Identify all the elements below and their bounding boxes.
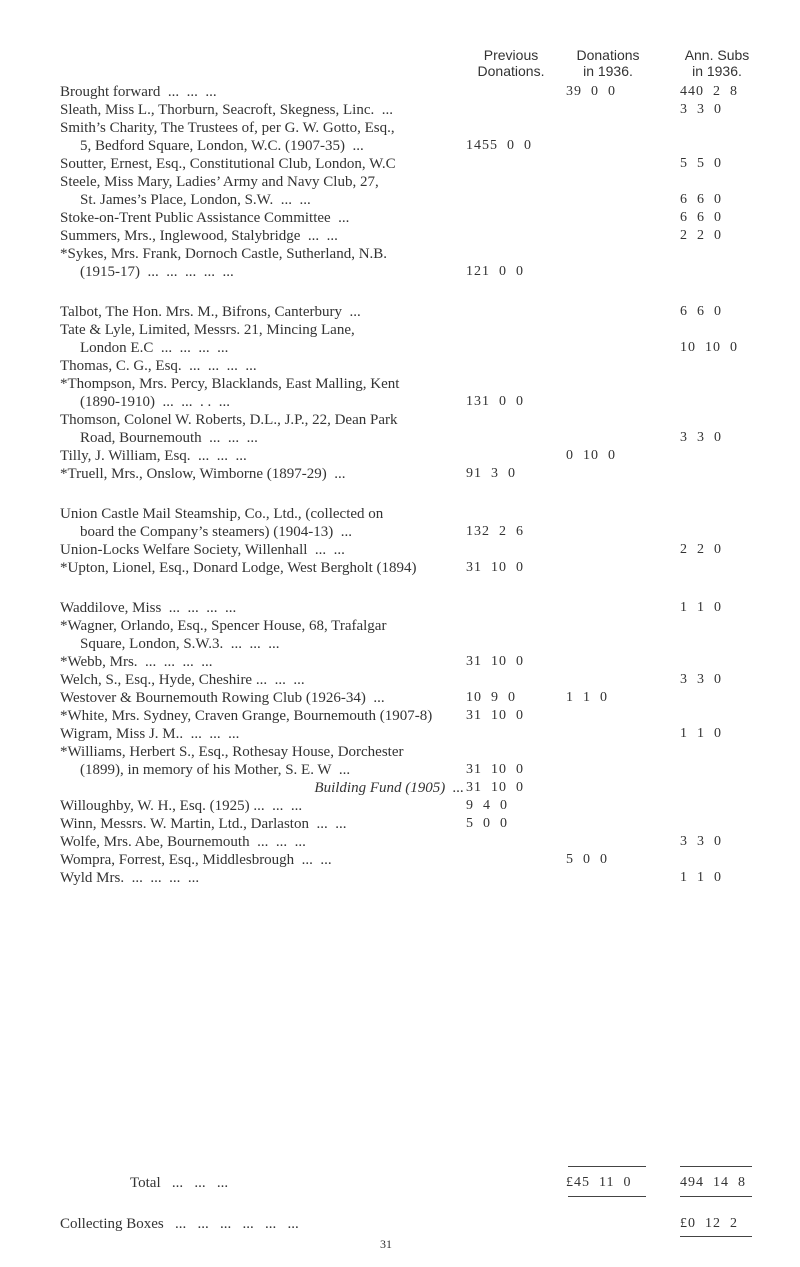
total-donations: £45 11 0 <box>566 1175 632 1190</box>
entry-prev-amount: 5 0 0 <box>466 816 508 831</box>
entry-name: London E.C ... ... ... ... <box>80 340 229 356</box>
entry-sub-amount: 6 6 0 <box>680 192 722 207</box>
entry-sub-amount: 2 2 0 <box>680 542 722 557</box>
entry-name: Thomas, C. G., Esq. ... ... ... ... <box>60 358 257 374</box>
entry-name: Road, Bournemouth ... ... ... <box>80 430 258 446</box>
entry-name: Smith’s Charity, The Trustees of, per G. W. Gotto, Esq., <box>60 120 395 136</box>
header-subs <box>672 47 762 79</box>
entry-sub-amount: 6 6 0 <box>680 210 722 225</box>
entry-prev-amount: 31 10 0 <box>466 780 524 795</box>
entry-name: Sleath, Miss L., Thorburn, Seacroft, Skegness, Linc. ... <box>60 102 394 118</box>
entry-name: Soutter, Ernest, Esq., Constitutional Club, London, W.C <box>60 156 396 172</box>
entry-name: *Webb, Mrs. ... ... ... ... <box>60 654 213 670</box>
entry-name: *Williams, Herbert S., Esq., Rothesay House, Dorchester <box>60 744 404 760</box>
entry-name: Union Castle Mail Steamship, Co., Ltd., (collected on <box>60 506 384 522</box>
header-donations-line1: Donations <box>576 47 640 63</box>
entry-name: Stoke-on-Trent Public Assistance Committee ... <box>60 210 350 226</box>
entry-don-amount: 39 0 0 <box>566 84 616 99</box>
entry-sub-amount: 1 1 0 <box>680 726 722 741</box>
entry-name: Winn, Messrs. W. Martin, Ltd., Darlaston ... ... <box>60 816 347 832</box>
collecting-subs: £0 12 2 <box>680 1216 738 1231</box>
header-subs-line1: Ann. Subs <box>684 47 750 63</box>
entry-name: (1890-1910) ... ... . . ... <box>80 394 230 410</box>
total-rule-subs <box>680 1166 752 1167</box>
entry-name: Westover & Bournemouth Rowing Club (1926-34) ... <box>60 690 385 706</box>
entry-name: *Truell, Mrs., Onslow, Wimborne (1897-29) ... <box>60 466 346 482</box>
entry-sub-amount: 3 3 0 <box>680 430 722 445</box>
entry-name: Talbot, The Hon. Mrs. M., Bifrons, Canterbury ... <box>60 304 361 320</box>
entry-don-amount: 0 10 0 <box>566 448 616 463</box>
total-underline-donations <box>568 1196 646 1197</box>
entry-don-amount: 5 0 0 <box>566 852 608 867</box>
entry-name: *Upton, Lionel, Esq., Donard Lodge, West Bergholt (1894) <box>60 560 417 576</box>
header-donations <box>562 47 654 79</box>
entry-name: Welch, S., Esq., Hyde, Cheshire ... ... ... <box>60 672 305 688</box>
entry-prev-amount: 31 10 0 <box>466 654 524 669</box>
entry-prev-amount: 131 0 0 <box>466 394 524 409</box>
entry-name: *White, Mrs. Sydney, Craven Grange, Bournemouth (1907-8) <box>60 708 433 724</box>
total-underline-subs <box>680 1196 752 1197</box>
total-label: Total ... ... ... <box>130 1175 229 1191</box>
header-previous <box>466 47 556 79</box>
entry-prev-amount: 31 10 0 <box>466 708 524 723</box>
entry-sub-amount: 3 3 0 <box>680 834 722 849</box>
entry-sub-amount: 10 10 0 <box>680 340 738 355</box>
entry-name: *Wagner, Orlando, Esq., Spencer House, 68, Trafalgar <box>60 618 387 634</box>
collecting-underline <box>680 1236 752 1237</box>
entry-name: Wigram, Miss J. M.. ... ... ... <box>60 726 240 742</box>
total-rule-donations <box>568 1166 646 1167</box>
total-subs: 494 14 8 <box>680 1175 746 1190</box>
entry-name: Union-Locks Welfare Society, Willenhall ... ... <box>60 542 345 558</box>
entry-name: Willoughby, W. H., Esq. (1925) ... ... ... <box>60 798 303 814</box>
entry-prev-amount: 9 4 0 <box>466 798 508 813</box>
entry-prev-amount: 132 2 6 <box>466 524 524 539</box>
entry-name: *Thompson, Mrs. Percy, Blacklands, East Malling, Kent <box>60 376 400 392</box>
entry-sub-amount: 6 6 0 <box>680 304 722 319</box>
entry-sub-amount: 1 1 0 <box>680 600 722 615</box>
entry-prev-amount: 31 10 0 <box>466 560 524 575</box>
entry-name: Summers, Mrs., Inglewood, Stalybridge ... ... <box>60 228 338 244</box>
entry-sub-amount: 1 1 0 <box>680 870 722 885</box>
entry-sub-amount: 440 2 8 <box>680 84 738 99</box>
entry-name: Brought forward ... ... ... <box>60 84 217 100</box>
entry-name: (1915-17) ... ... ... ... ... <box>80 264 234 280</box>
entry-name: board the Company’s steamers) (1904-13) ... <box>80 524 353 540</box>
header-subs-line2: in 1936. <box>692 63 742 79</box>
entry-don-amount: 1 1 0 <box>566 690 608 705</box>
entry-sub-amount: 3 3 0 <box>680 102 722 117</box>
page-number: 31 <box>380 1237 392 1251</box>
entry-name: Waddilove, Miss ... ... ... ... <box>60 600 237 616</box>
entry-name: St. James’s Place, London, S.W. ... ... <box>80 192 311 208</box>
entry-name: *Sykes, Mrs. Frank, Dornoch Castle, Sutherland, N.B. <box>60 246 388 262</box>
header-donations-line2: in 1936. <box>583 63 633 79</box>
entry-prev-amount: 121 0 0 <box>466 264 524 279</box>
entry-prev-amount: 1455 0 0 <box>466 138 532 153</box>
entry-name: Wyld Mrs. ... ... ... ... <box>60 870 200 886</box>
entry-name: (1899), in memory of his Mother, S. E. W ... <box>80 762 351 778</box>
entry-prev-amount: 91 3 0 <box>466 466 516 481</box>
entry-name: Wompra, Forrest, Esq., Middlesbrough ... ... <box>60 852 332 868</box>
entry-name: Building Fund (1905) ... <box>314 780 464 796</box>
entry-prev-amount: 31 10 0 <box>466 762 524 777</box>
entry-name: Tate & Lyle, Limited, Messrs. 21, Mincing Lane, <box>60 322 355 338</box>
entry-sub-amount: 2 2 0 <box>680 228 722 243</box>
entry-name: Wolfe, Mrs. Abe, Bournemouth ... ... ... <box>60 834 306 850</box>
entry-prev-amount: 10 9 0 <box>466 690 516 705</box>
header-previous-line2: Donations. <box>477 63 545 79</box>
entry-sub-amount: 5 5 0 <box>680 156 722 171</box>
entry-name: 5, Bedford Square, London, W.C. (1907-35) ... <box>80 138 364 154</box>
header-previous-line1: Previous <box>483 47 539 63</box>
entry-name: Square, London, S.W.3. ... ... ... <box>80 636 280 652</box>
entry-name: Thomson, Colonel W. Roberts, D.L., J.P., 22, Dean Park <box>60 412 398 428</box>
collecting-label: Collecting Boxes ... ... ... ... ... ... <box>60 1216 299 1232</box>
entry-name: Steele, Miss Mary, Ladies’ Army and Navy Club, 27, <box>60 174 379 190</box>
entry-sub-amount: 3 3 0 <box>680 672 722 687</box>
entry-name: Tilly, J. William, Esq. ... ... ... <box>60 448 247 464</box>
